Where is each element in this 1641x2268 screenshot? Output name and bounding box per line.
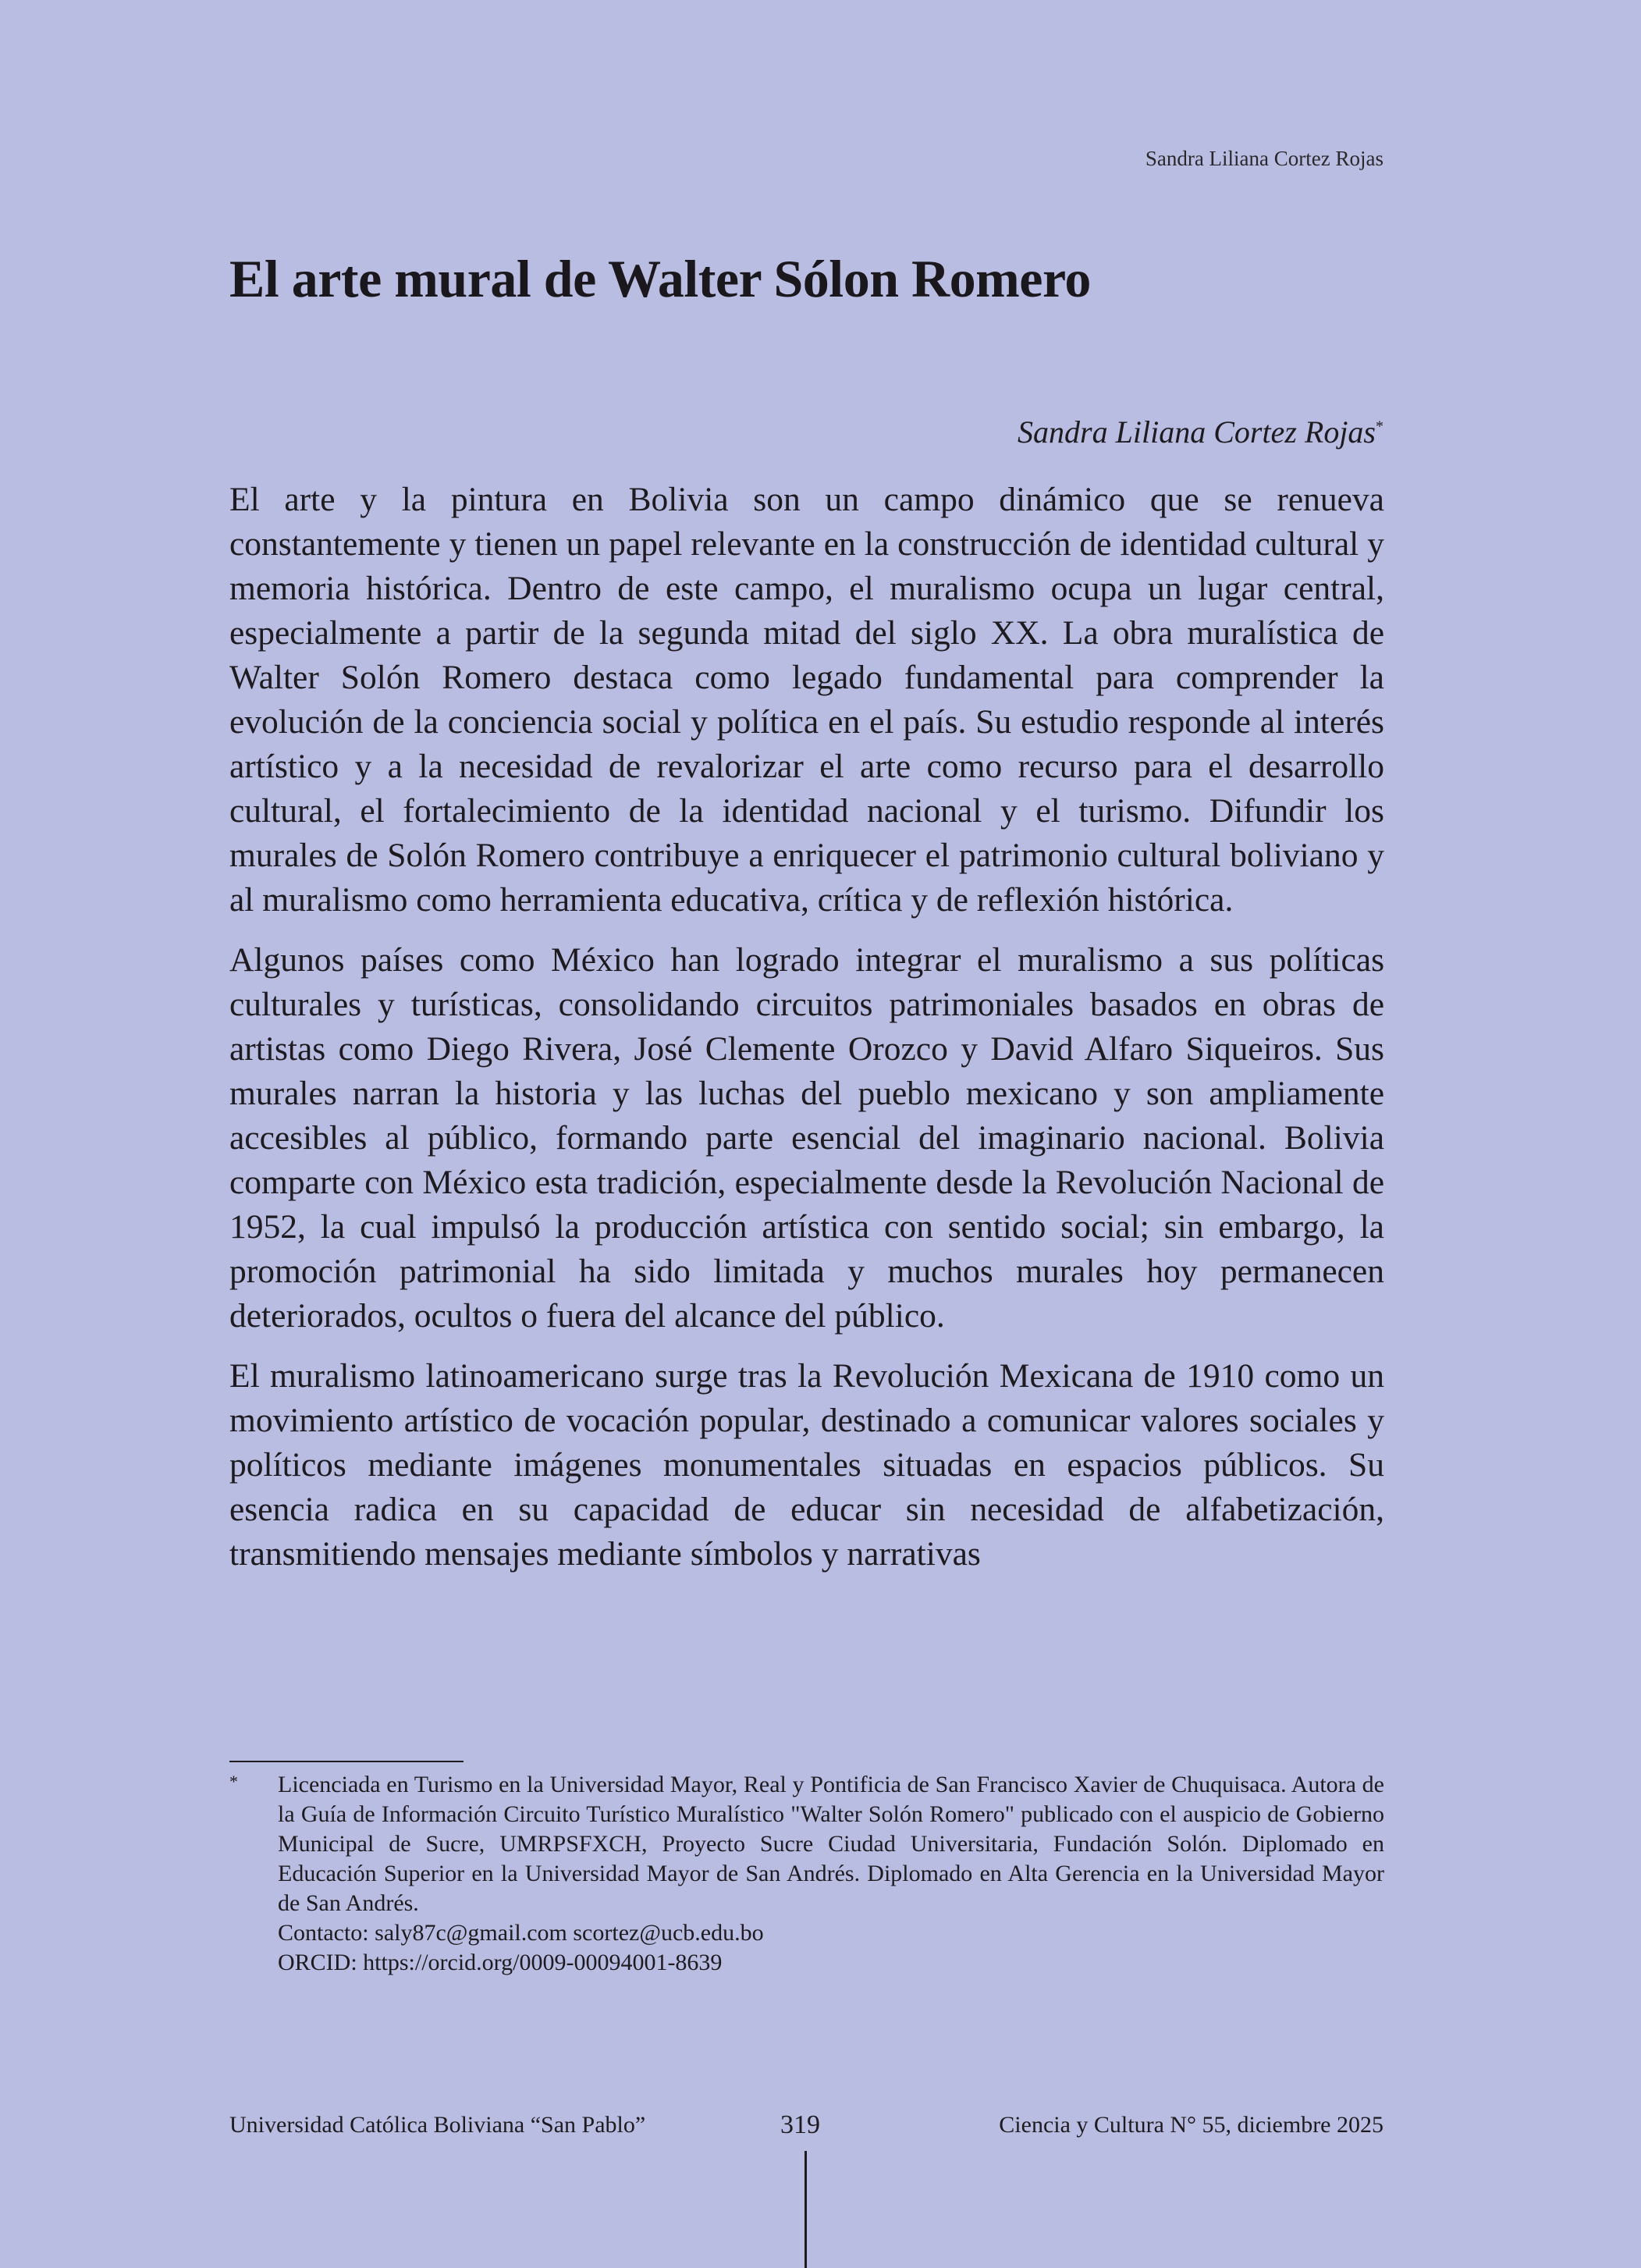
footnote-text: Licenciada en Turismo en la Universidad Mayor, Real y Pontificia de San Francisco Xavier de Chuquisaca. Autora de la Guía de Información Circuito Turístico Muralístico "Walter Solón Romero" publicado con el auspicio de Gobierno Municipal de Sucre, UMRPSFXCH, Proyecto Sucre Ciudad Universitaria, Fundación Solón. Diplomado en Educación Superior en la Universidad Mayor de San Andrés. Diplomado en Alta Gerencia en la Universidad Mayor de San Andrés. (278, 1772, 1384, 1916)
article-body (229, 478, 1384, 1592)
author-footnote-mark: * (1376, 418, 1383, 435)
article-title: El arte mural de Walter Sólon Romero (229, 249, 1091, 308)
footer-institution: Universidad Católica Boliviana “San Pablo” (229, 2112, 646, 2138)
article-author (1018, 414, 1383, 450)
author-name: Sandra Liliana Cortez Rojas (1018, 414, 1376, 450)
footnote-orcid: ORCID: https://orcid.org/0009-00094001-8639 (278, 1950, 723, 1975)
footnote-divider (229, 1761, 464, 1762)
footnote (229, 1770, 1384, 1978)
footnote-mark: * (229, 1772, 238, 1791)
body-paragraph-3: El muralismo latinoamericano surge tras la Revolución Mexicana de 1910 como un movimiento artístico de vocación popular, destinado a comunicar valores sociales y políticos mediante imágenes monumentales situadas en espacios públicos. Su esencia radica en su capacidad de educar sin necesidad de alfabetización, transmitiendo mensajes mediante símbolos y narrativas (229, 1357, 1384, 1573)
footnote-body (278, 1770, 1384, 1978)
page-number: 319 (780, 2110, 820, 2139)
footer-vertical-rule (805, 2151, 807, 2268)
running-header-author: Sandra Liliana Cortez Rojas (1145, 147, 1383, 170)
footnote-contact: Contacto: saly87c@gmail.com scortez@ucb.edu.bo (278, 1920, 764, 1946)
body-paragraph-2: Algunos países como México han logrado integrar el muralismo a sus políticas culturales y turísticas, consolidando circuitos patrimoniales basados en obras de artistas como Diego Rivera, José Clemente Orozco y David Alfaro Siqueiros. Sus murales narran la historia y las luchas del pueblo mexicano y son ampliamente accesibles al público, formando parte esencial del imaginario nacional. Bolivia comparte con México esta tradición, especialmente desde la Revolución Nacional de 1952, la cual impulsó la producción artística con sentido social; sin embargo, la promoción patrimonial ha sido limitada y muchos murales hoy permanecen deteriorados, ocultos o fuera del alcance del público. (229, 941, 1384, 1335)
body-paragraph-1: El arte y la pintura en Bolivia son un campo dinámico que se renueva constantemente y tienen un papel relevante en la construcción de identidad cultural y memoria histórica. Dentro de este campo, el muralismo ocupa un lugar central, especialmente a partir de la segunda mitad del siglo XX. La obra muralística de Walter Solón Romero destaca como legado fundamental para comprender la evolución de la conciencia social y política en el país. Su estudio responde al interés artístico y a la necesidad de revalorizar el arte como recurso para el desarrollo cultural, el fortalecimiento de la identidad nacional y el turismo. Difundir los murales de Solón Romero contribuye a enriquecer el patrimonio cultural boliviano y al muralismo como herramienta educativa, crítica y de reflexión histórica. (229, 481, 1384, 919)
footer-journal: Ciencia y Cultura N° 55, diciembre 2025 (999, 2112, 1383, 2138)
